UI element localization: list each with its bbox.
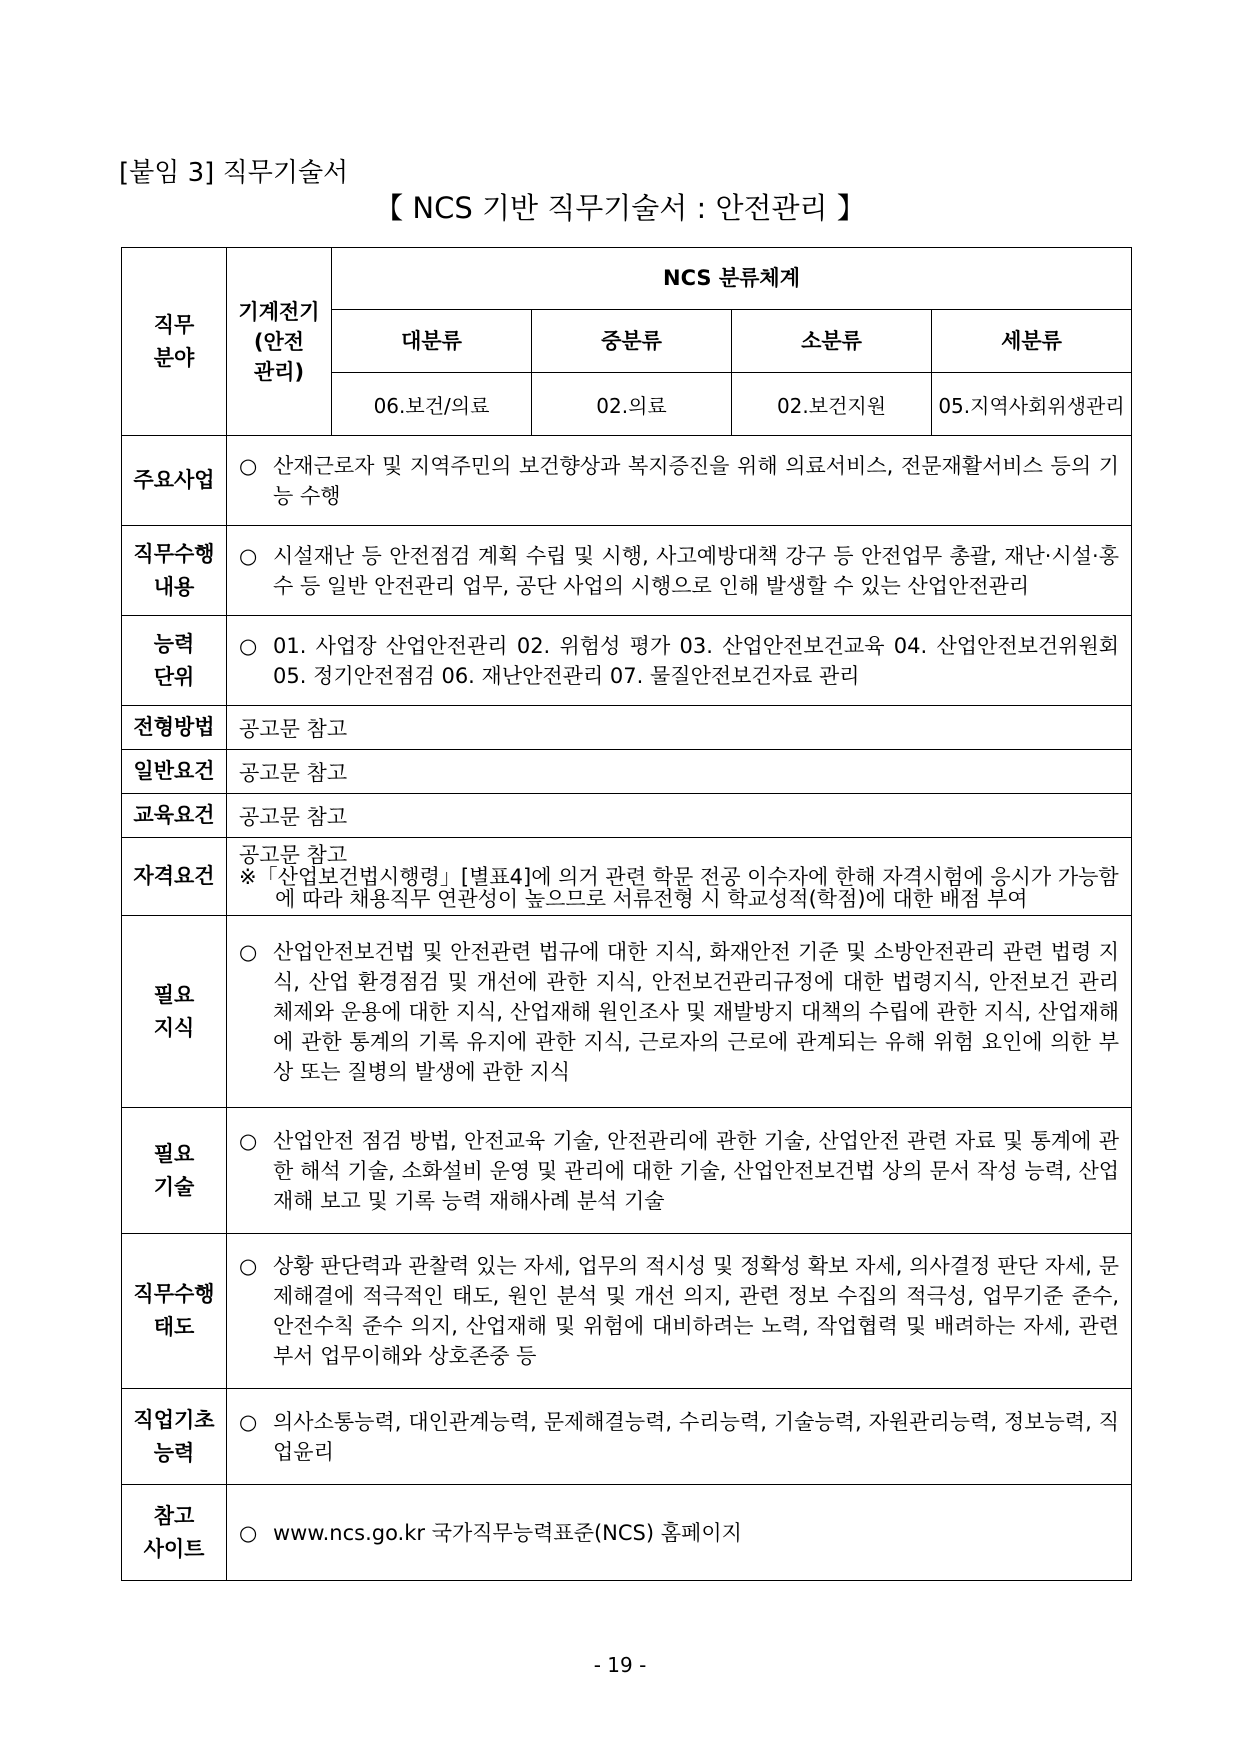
row-reference: [122, 1485, 1132, 1581]
basic-ability-label: 직업기초 능력: [122, 1389, 227, 1485]
ncs-val-minor: 02.보건지원: [732, 373, 932, 436]
selection-text: 공고문 참고: [227, 706, 1132, 750]
row-knowledge: [122, 916, 1132, 1108]
ncs-header-row: [122, 248, 1132, 310]
education-label: 교육요건: [122, 794, 227, 838]
selection-label: 전형방법: [122, 706, 227, 750]
row-competency: [122, 616, 1132, 706]
attitude-text: 상황 판단력과 관찰력 있는 자세, 업무의 적시성 및 정확성 확보 자세, 의사결정 판단 자세, 문제해결에 적극적인 태도, 원인 분석 및 개선 의지, 관련 정보 수집의 적극성, 업무기준 준수, 안전수칙 준수 의지, 산업재해 및 위험에 대비하려는 노력, 작업협력 및 배려하는 자세, 관련부서 업무이해와 상호존중 등: [273, 1254, 1120, 1368]
bullet-icon: ○: [239, 1254, 258, 1278]
row-basic-ability: [122, 1389, 1132, 1485]
row-education: [122, 794, 1132, 838]
bullet-icon: ○: [239, 633, 258, 658]
bullet-icon: ○: [239, 939, 258, 964]
qualification-note: ※「산업보건법시행령」[별표4]에 의거 관련 학문 전공 이수자에 한해 자격시험에 응시가 가능함에 따라 채용직무 연관성이 높으므로 서류전형 시 학교성적(학점)에 대한 배점 부여: [239, 864, 1119, 911]
bullet-icon: ○: [239, 1409, 258, 1434]
job-field-value: 기계전기 (안전 관리): [227, 248, 332, 436]
ncs-col-minor: 소분류: [732, 310, 932, 373]
row-skills: [122, 1108, 1132, 1234]
row-main-business: [122, 436, 1132, 526]
attachment-label: [붙임 3] 직무기술서: [119, 158, 349, 188]
competency-label: 능력 단위: [122, 616, 227, 706]
attitude-label: 직무수행 태도: [122, 1234, 227, 1389]
job-field-label: 직무 분야: [122, 248, 227, 436]
qualification-label: 자격요건: [122, 838, 227, 916]
bullet-icon: ○: [239, 1128, 258, 1153]
bullet-icon: ○: [239, 543, 258, 568]
ncs-classification-header: NCS 분류체계: [332, 248, 1132, 310]
ncs-val-detail: 05.지역사회위생관리: [932, 373, 1132, 436]
row-duties: [122, 526, 1132, 616]
ncs-val-middle: 02.의료: [532, 373, 732, 436]
education-text: 공고문 참고: [227, 794, 1132, 838]
duties-text: 시설재난 등 안전점검 계획 수립 및 시행, 사고예방대책 강구 등 안전업무 총괄, 재난·시설·홍수 등 일반 안전관리 업무, 공단 사업의 시행으로 인해 발생할 수 있는 산업안전관리: [273, 543, 1120, 598]
qualification-line1: 공고문 참고: [239, 842, 348, 867]
knowledge-text: 산업안전보건법 및 안전관련 법규에 대한 지식, 화재안전 기준 및 소방안전관리 관련 법령 지식, 산업 환경점검 및 개선에 관한 지식, 안전보건관리규정에 대한 법령지식, 안전보건 관리 체제와 운용에 대한 지식, 산업재해 원인조사 및 재발방지 대책의 수립에 관한 지식, 산업재해에 관한 통계의 기록 유지에 관한 지식, 근로자의 근로에 관계되는 유해 위험 요인에 의한 부상 또는 질병의 발생에 관한 지식: [273, 939, 1120, 1084]
skills-label: 필요 기술: [122, 1108, 227, 1234]
knowledge-label: 필요 지식: [122, 916, 227, 1108]
row-general: [122, 750, 1132, 794]
skills-text: 산업안전 점검 방법, 안전교육 기술, 안전관리에 관한 기술, 산업안전 관련 자료 및 통계에 관한 해석 기술, 소화설비 운영 및 관리에 대한 기술, 산업안전보건법 상의 문서 작성 능력, 산업재해 보고 및 기록 능력 재해사례 분석 기술: [273, 1128, 1120, 1213]
job-description-table: [121, 247, 1132, 1581]
row-attitude: [122, 1234, 1132, 1389]
ncs-val-major: 06.보건/의료: [332, 373, 532, 436]
main-business-label: 주요사업: [122, 436, 227, 526]
bullet-icon: ○: [239, 1520, 258, 1545]
ncs-col-detail: 세분류: [932, 310, 1132, 373]
basic-ability-text: 의사소통능력, 대인관계능력, 문제해결능력, 수리능력, 기술능력, 자원관리능력, 정보능력, 직업윤리: [273, 1409, 1120, 1464]
ncs-col-major: 대분류: [332, 310, 532, 373]
bullet-icon: ○: [239, 453, 258, 478]
ncs-col-middle: 중분류: [532, 310, 732, 373]
page-number: - 19 -: [593, 1653, 647, 1677]
competency-text: 01. 사업장 산업안전관리 02. 위험성 평가 03. 산업안전보건교육 04. 산업안전보건위원회 05. 정기안전점검 06. 재난안전관리 07. 물질안전보건자료 관리: [273, 633, 1120, 688]
reference-label: 참고 사이트: [122, 1485, 227, 1581]
general-label: 일반요건: [122, 750, 227, 794]
row-qualification: [122, 838, 1132, 916]
main-business-text: 산재근로자 및 지역주민의 보건향상과 복지증진을 위해 의료서비스, 전문재활서비스 등의 기능 수행: [273, 453, 1120, 508]
row-selection: [122, 706, 1132, 750]
duties-label: 직무수행 내용: [122, 526, 227, 616]
document-title: 【 NCS 기반 직무기술서 : 안전관리 】: [374, 191, 866, 225]
reference-link[interactable]: www.ncs.go.kr 국가직무능력표준(NCS) 홈페이지: [273, 1520, 742, 1545]
general-text: 공고문 참고: [227, 750, 1132, 794]
